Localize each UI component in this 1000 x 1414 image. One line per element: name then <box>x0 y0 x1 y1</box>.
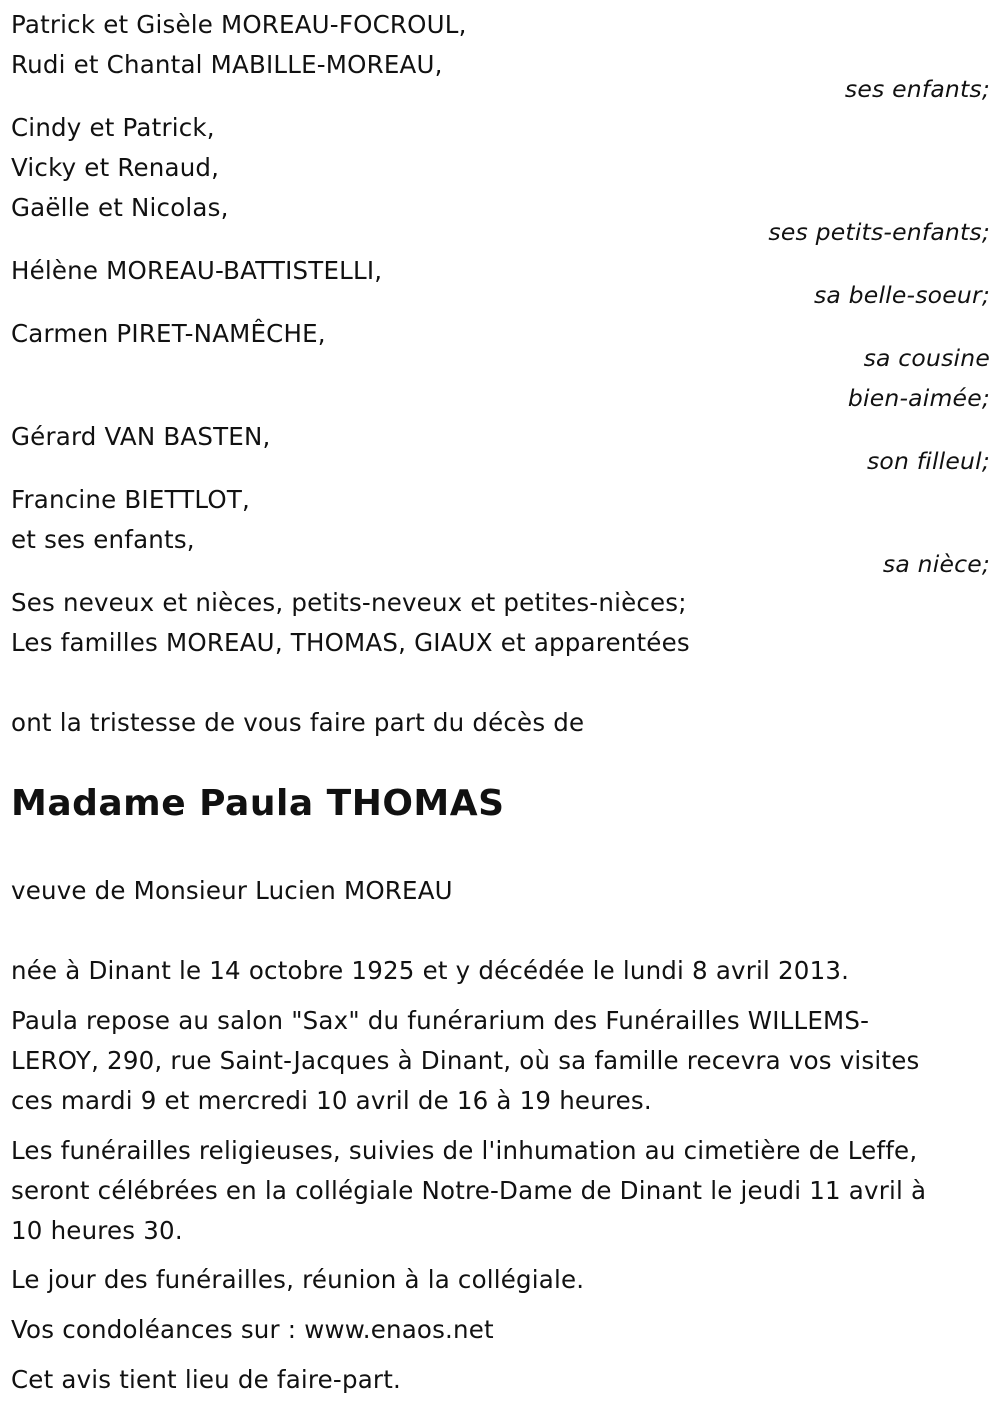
announcement-text: ont la tristesse de vous faire part du décès de <box>11 708 585 737</box>
family-role: ses enfants; <box>844 75 990 103</box>
family-role: sa belle-soeur; <box>813 281 990 309</box>
family-name-line: Rudi et Chantal MABILLE-MOREAU, <box>11 50 443 79</box>
visitation-line: LEROY, 290, rue Saint-Jacques à Dinant, où sa famille recevra vos visites <box>11 1046 920 1075</box>
funeral-line: 10 heures 30. <box>11 1216 183 1245</box>
family-name-line: Patrick et Gisèle MOREAU-FOCROUL, <box>11 10 467 39</box>
visitation-line: Paula repose au salon "Sax" du funérarium des Funérailles WILLEMS- <box>11 1006 870 1035</box>
widow-of-text: veuve de Monsieur Lucien MOREAU <box>11 876 453 905</box>
family-name-line: Vicky et Renaud, <box>11 153 220 182</box>
family-role: bien-aimée; <box>847 384 990 412</box>
family-name-line: et ses enfants, <box>11 525 195 554</box>
extended-family-line: Ses neveux et nièces, petits-neveux et petites-nièces; <box>11 588 687 617</box>
funeral-line: Les funérailles religieuses, suivies de l'inhumation au cimetière de Leffe, <box>11 1136 918 1165</box>
funeral-line: seront célébrées en la collégiale Notre-Dame de Dinant le jeudi 11 avril à <box>11 1176 927 1205</box>
family-role: sa nièce; <box>882 550 990 578</box>
family-name-line: Cindy et Patrick, <box>11 113 215 142</box>
deceased-name: Madame Paula THOMAS <box>11 783 505 824</box>
family-role: son filleul; <box>866 447 990 475</box>
family-name-line: Gaëlle et Nicolas, <box>11 193 229 222</box>
notice-text: Cet avis tient lieu de faire-part. <box>11 1365 401 1394</box>
extended-family-line: Les familles MOREAU, THOMAS, GIAUX et apparentées <box>11 628 690 657</box>
condolences-text: Vos condoléances sur : www.enaos.net <box>11 1315 494 1344</box>
family-role: ses petits-enfants; <box>768 218 990 246</box>
family-name-line: Gérard VAN BASTEN, <box>11 422 271 451</box>
family-name-line: Hélène MOREAU-BATTISTELLI, <box>11 256 383 285</box>
birth-death-text: née à Dinant le 14 octobre 1925 et y décédée le lundi 8 avril 2013. <box>11 956 850 985</box>
meeting-text: Le jour des funérailles, réunion à la collégiale. <box>11 1265 585 1294</box>
family-role: sa cousine <box>863 344 990 372</box>
family-name-line: Carmen PIRET-NAMÊCHE, <box>11 319 326 348</box>
family-name-line: Francine BIETTLOT, <box>11 485 251 514</box>
visitation-line: ces mardi 9 et mercredi 10 avril de 16 à 19 heures. <box>11 1086 652 1115</box>
